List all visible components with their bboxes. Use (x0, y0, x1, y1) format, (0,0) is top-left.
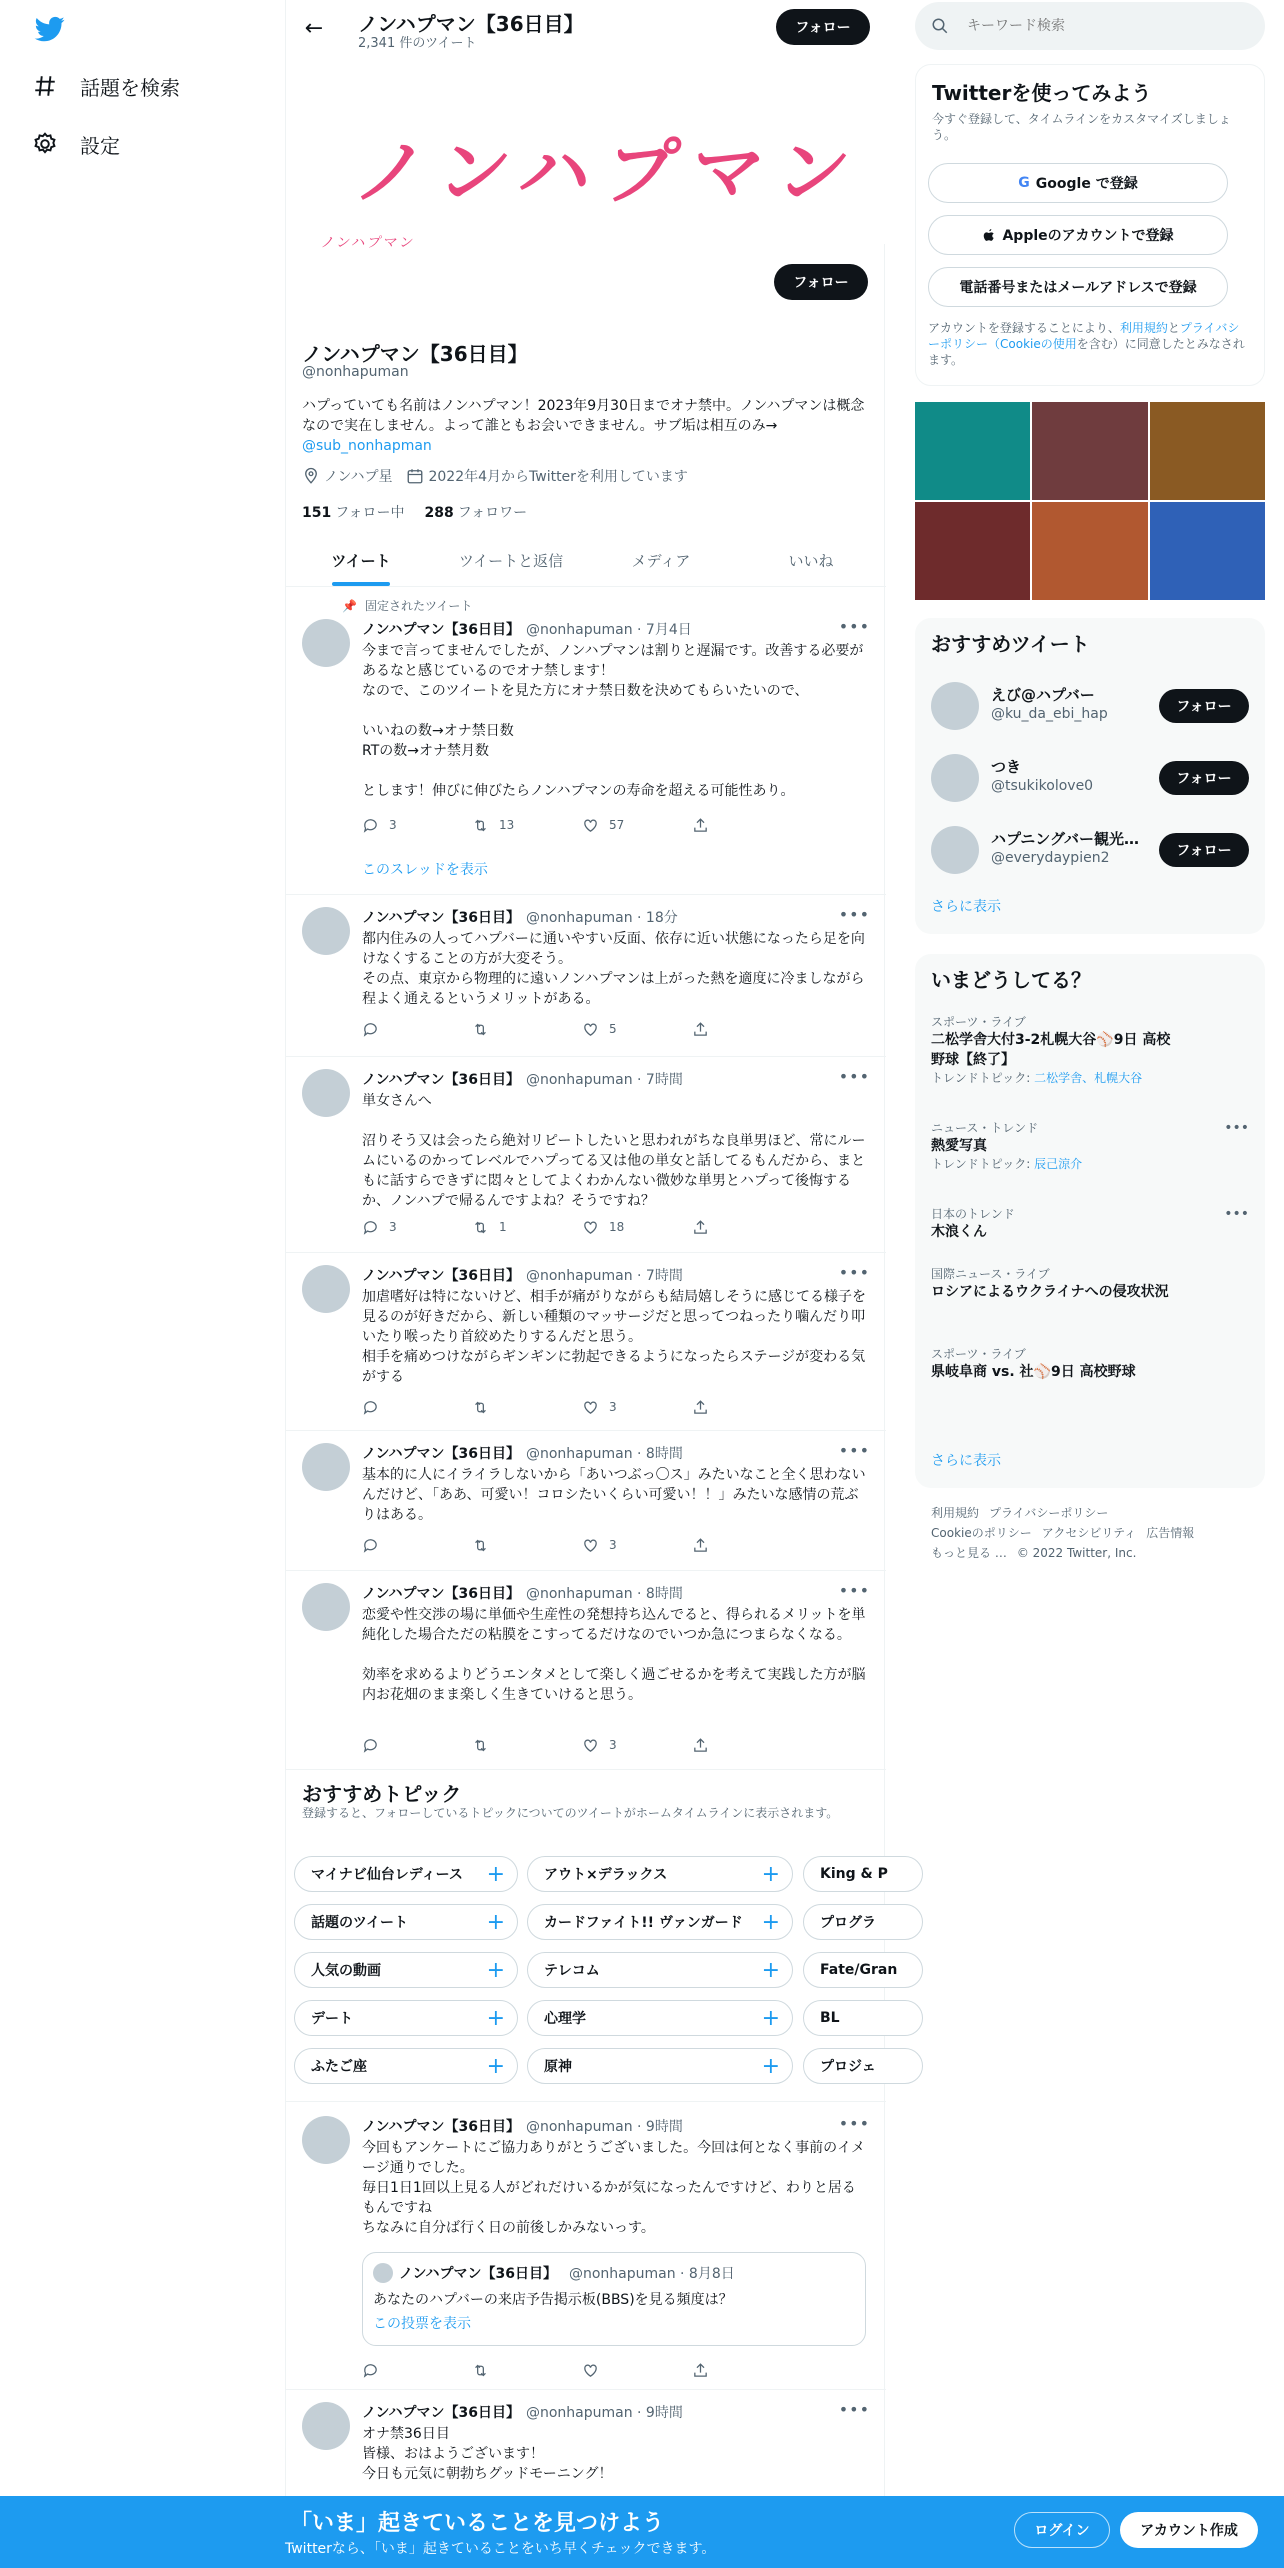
topic-chip-label: 人気の動画 (311, 1963, 381, 1979)
reply-icon (362, 817, 379, 834)
more-icon[interactable]: ••• (838, 1581, 870, 1600)
plus-icon[interactable]: + (761, 1909, 780, 1935)
topic-chip[interactable] (803, 1952, 923, 1988)
main-column (285, 0, 898, 2568)
retweet-icon (472, 1399, 489, 1416)
plus-icon[interactable]: + (486, 1957, 505, 1983)
trend-topics: トレンドトピック: 辰己涼介 (931, 1157, 1083, 1171)
retweet-icon (472, 1537, 489, 1554)
tweet-actions (362, 1217, 802, 1237)
bio-text: ハプっていても名前はノンハプマン！2023年9月30日までオナ禁中。ノンハプマンは概念なので実在しません。よって誰ともお会いできません。サブ垢は相互のみ→ (302, 398, 865, 434)
create-account-button[interactable]: アカウント作成 (1120, 2512, 1258, 2548)
share-button[interactable] (692, 1217, 802, 1237)
media-thumbnail[interactable] (1032, 502, 1147, 600)
trend-category: スポーツ・ライブ (931, 1015, 1026, 1029)
avatar[interactable] (931, 826, 979, 874)
media-thumbnail[interactable] (1150, 502, 1265, 600)
tweet-actions (362, 2360, 802, 2380)
avatar[interactable] (931, 682, 979, 730)
trends-panel (915, 954, 1265, 1488)
more-icon[interactable]: ••• (838, 905, 870, 924)
share-button[interactable] (692, 1735, 802, 1755)
tweet-avatar[interactable] (302, 907, 350, 955)
trend-category: 日本のトレンド (931, 1207, 1015, 1221)
bio-link[interactable]: @sub_nonhapman (302, 438, 432, 454)
reply-icon (362, 1219, 379, 1236)
topic-chip[interactable] (294, 1952, 518, 1988)
pinned-label: 📌 固定されたツイート (342, 598, 473, 613)
tweet-avatar[interactable] (302, 2402, 350, 2450)
tweet-header: ノンハプマン【36日目】 @nonhapuman · 7時間 (362, 1072, 683, 1088)
tab-tweets[interactable]: ツイート (286, 534, 436, 586)
footer-link[interactable]: 利用規約 (931, 1506, 980, 1520)
topic-chip-label: 原神 (544, 2059, 572, 2075)
share-button[interactable] (692, 2360, 802, 2380)
retweet-icon (472, 1021, 489, 1038)
pin-icon: 📌 (342, 598, 357, 613)
topic-chip-label: カードファイト!! ヴァンガード (544, 1915, 743, 1931)
privacy-link[interactable]: プライバシーポリシー（Cookieの使用 (928, 321, 1240, 351)
topic-chip-label: プロジェ (820, 2059, 876, 2075)
reply-icon (362, 1737, 379, 1754)
signup-bottom-bar (0, 2496, 1284, 2568)
reply-button[interactable]: 3 (362, 815, 472, 835)
reply-icon (362, 1399, 379, 1416)
trends-show-more[interactable]: さらに表示 (931, 1453, 1001, 1469)
location-item (302, 466, 392, 486)
header-tweet-count: 2,341 件のツイート (358, 36, 477, 51)
tweet-header: ノンハプマン【36日目】 @nonhapuman · 7月4日 (362, 622, 692, 638)
like-button[interactable]: 3 (582, 1535, 692, 1555)
like-button[interactable]: 3 (582, 1735, 692, 1755)
topic-chip-label: ふたご座 (311, 2059, 367, 2075)
topic-chip-label: デート (311, 2011, 353, 2027)
topic-chip-label: プログラ (820, 1915, 876, 1931)
media-thumbnail[interactable] (915, 502, 1030, 600)
heart-icon (582, 1021, 599, 1038)
profile-name: ノンハプマン【36日目】 (302, 342, 528, 366)
signup-panel (915, 64, 1265, 386)
retweet-button[interactable] (472, 2360, 582, 2380)
nav-settings[interactable] (32, 124, 120, 164)
tab-media[interactable]: メディア (631, 551, 691, 570)
tweet[interactable] (286, 1431, 886, 1571)
joined-text: 2022年4月からTwitterを利用しています (428, 469, 688, 485)
nav-explore-label: 話題を検索 (80, 75, 180, 100)
account-name: えび@ハプバー (991, 686, 1095, 704)
footer-link: © 2022 Twitter, Inc. (1016, 1546, 1137, 1560)
heart-icon (582, 2362, 599, 2379)
media-thumbnail[interactable] (1150, 402, 1265, 500)
bottom-bar-subtitle: Twitterなら、「いま」起きていることをいち早くチェックできます。 (285, 2541, 716, 2557)
more-icon[interactable]: ••• (1224, 1120, 1249, 1136)
footer-link[interactable]: もっと見る … (931, 1546, 1007, 1560)
tweet-actions (362, 1397, 802, 1417)
tweet[interactable] (286, 1253, 886, 1431)
heart-icon (582, 817, 599, 834)
tweet-text: 今まで言ってませんでしたが、ノンハプマンは割りと遅漏です。改善する必要があるなと感じているのでオナ禁します！ なので、このツイートを見た方にオナ禁日数を決めてもらいたいので、 いいねの数→オナ禁日数 RTの数→オナ禁月数 とします！伸びに伸びたらノンハプマンの寿命を超える可能性あり。 (362, 643, 864, 799)
retweet-button[interactable] (472, 1019, 582, 1039)
footer-link[interactable]: 広告情報 (1146, 1526, 1195, 1540)
profile-follow-button[interactable]: フォロー (774, 264, 868, 300)
nav-settings-label: 設定 (80, 133, 120, 158)
signup-subtitle: 今すぐ登録して、タイムラインをカスタマイズしましょう。 (932, 112, 1231, 142)
plus-icon[interactable]: + (486, 2005, 505, 2031)
tweet-actions (362, 815, 802, 835)
like-button[interactable]: 5 (582, 1019, 692, 1039)
tweet-header: ノンハプマン【36日目】 @nonhapuman · 9時間 (362, 2405, 683, 2421)
more-icon[interactable]: ••• (838, 2400, 870, 2419)
plus-icon[interactable]: + (761, 1957, 780, 1983)
apple-icon (982, 227, 996, 243)
tweet-text: 都内住みの人ってハプバーに通いやすい反面、依存に近い状態になったら足を向けなくすることの方が大変そう。 その点、東京から物理的に遠いノンハプマンは上がった熱を適度に冷ましながら程よく通えるというメリットがある。 (362, 931, 865, 1007)
tweet-actions (362, 1019, 802, 1039)
twitter-logo-icon[interactable] (32, 14, 68, 44)
apple-signup-button[interactable]: Appleのアカウントで登録 (928, 215, 1228, 255)
tweet-actions (362, 1735, 802, 1755)
nav-explore[interactable] (32, 66, 180, 106)
heart-icon (582, 1399, 599, 1416)
topic-chip-label: テレコム (544, 1963, 600, 1979)
account-name: ハプニングバー観光… (991, 830, 1140, 848)
tab-likes[interactable]: いいね (788, 551, 834, 570)
tweet-avatar[interactable] (302, 619, 350, 667)
tweet[interactable] (286, 895, 886, 1057)
heart-icon (582, 1737, 599, 1754)
retweet-button[interactable] (472, 1397, 582, 1417)
retweet-button[interactable] (472, 1735, 582, 1755)
account-handle: @everydaypien2 (991, 850, 1110, 866)
more-icon[interactable]: ••• (838, 1441, 870, 1460)
header-follow-button[interactable]: フォロー (776, 9, 870, 45)
like-button[interactable] (582, 2360, 692, 2380)
profile-bio (302, 396, 872, 456)
trend-name: 木浪くん (931, 1224, 987, 1240)
trend-item[interactable] (931, 1346, 1249, 1382)
reply-button[interactable] (362, 2360, 472, 2380)
follow-button[interactable]: フォロー (1159, 833, 1249, 867)
reply-button[interactable] (362, 1535, 472, 1555)
location-pin-icon (302, 467, 320, 485)
trend-name: 熱愛写真 (931, 1138, 987, 1154)
recommended-account[interactable] (915, 742, 1265, 814)
plus-icon[interactable]: + (486, 1861, 505, 1887)
media-grid (915, 402, 1265, 600)
recommended-accounts-panel (915, 618, 1265, 934)
topic-chip[interactable] (803, 2000, 923, 2036)
topic-chip[interactable] (294, 2000, 518, 2036)
gear-icon (32, 131, 58, 157)
tweet-pinned[interactable] (286, 587, 886, 895)
plus-icon[interactable]: + (486, 2053, 505, 2079)
topic-chip[interactable] (803, 2048, 923, 2084)
topic-chip[interactable] (294, 1904, 518, 1940)
tab-tweets-replies[interactable]: ツイートと返信 (458, 551, 564, 570)
like-button[interactable]: 18 (582, 1217, 692, 1237)
retweet-icon (472, 1737, 489, 1754)
login-button[interactable]: ログイン (1014, 2512, 1110, 2548)
location-text: ノンハプ星 (324, 469, 393, 485)
trend-name: 県岐阜商 vs. 社⚾9日 高校野球 (931, 1364, 1136, 1380)
plus-icon[interactable]: + (761, 2005, 780, 2031)
tweet-header: ノンハプマン【36日目】 @nonhapuman · 18分 (362, 910, 678, 926)
reco-show-more[interactable]: さらに表示 (931, 899, 1001, 915)
profile-handle: @nonhapuman (302, 364, 409, 380)
like-button[interactable]: 3 (582, 1397, 692, 1417)
recommended-account[interactable] (915, 670, 1265, 742)
search-input[interactable] (967, 18, 1227, 34)
reply-button[interactable] (362, 1019, 472, 1039)
topic-chip-label: King & P (820, 1866, 888, 1882)
tweet-avatar[interactable] (302, 1443, 350, 1491)
profile-avatar[interactable]: ノンハプマン (319, 235, 417, 251)
share-icon (692, 817, 709, 834)
trends-title: いまどうしてる？ (931, 968, 1091, 992)
more-icon[interactable]: ••• (838, 2114, 870, 2133)
profile-stats (302, 502, 527, 522)
plus-icon[interactable]: + (761, 1861, 780, 1887)
tweet-header: ノンハプマン【36日目】 @nonhapuman · 7時間 (362, 1268, 683, 1284)
share-icon (692, 1021, 709, 1038)
trend-item[interactable] (931, 1266, 1249, 1302)
tweet-avatar[interactable] (302, 2116, 350, 2164)
retweet-icon (472, 1219, 489, 1236)
more-icon[interactable]: ••• (838, 617, 870, 636)
topic-chip[interactable] (527, 1952, 793, 1988)
back-arrow-icon[interactable]: ← (304, 15, 324, 41)
trend-topic-link[interactable]: 辰己涼介 (1034, 1157, 1083, 1171)
footer-link[interactable]: プライバシーポリシー (989, 1506, 1109, 1520)
trend-category: ニュース・トレンド (931, 1121, 1039, 1135)
heart-icon (582, 1219, 599, 1236)
topic-chip[interactable] (527, 1856, 793, 1892)
more-icon[interactable]: ••• (1224, 1206, 1249, 1222)
trend-name: 二松学舎大付3-2札幌大谷⚾9日 高校野球【終了】 (931, 1032, 1171, 1068)
topic-chip-label: Fate/Gran (820, 1962, 898, 1978)
share-icon (692, 1737, 709, 1754)
share-button[interactable] (692, 1019, 802, 1039)
trend-topic-link[interactable]: 二松学舎、札幌大谷 (1034, 1071, 1143, 1085)
account-handle: @tsukikolove0 (991, 778, 1094, 794)
topic-chip-label: 話題のツイート (311, 1915, 409, 1931)
share-button[interactable] (692, 1397, 802, 1417)
share-icon (692, 2362, 709, 2379)
recommended-topics (286, 1770, 898, 2102)
share-icon (692, 1399, 709, 1416)
trend-item[interactable] (931, 1014, 1249, 1086)
reply-button[interactable] (362, 1735, 472, 1755)
follow-button[interactable]: フォロー (1159, 761, 1249, 795)
topic-chip[interactable] (527, 2000, 793, 2036)
tweet[interactable] (286, 2102, 886, 2390)
topic-chip[interactable] (294, 2048, 518, 2084)
retweet-button[interactable]: 13 (472, 815, 582, 835)
tweet-text: 恋愛や性交渉の場に単価や生産性の発想持ち込んでると、得られるメリットを単純化した場合ただの粘膜をこすってるだけなのでいつか急につまらなくなる。 効率を求めるよりどうエンタメとして楽しく過ごせるかを考えて実践した方が脳内お花畑のまま楽しく生きていけると思う。 (362, 1607, 866, 1703)
reply-button[interactable] (362, 1397, 472, 1417)
share-icon (692, 1537, 709, 1554)
avatar[interactable] (931, 754, 979, 802)
google-icon: G (1018, 175, 1030, 191)
footer-links (931, 1503, 1251, 1563)
plus-icon[interactable]: + (486, 1909, 505, 1935)
quoted-avatar (373, 2263, 393, 2283)
recommended-account[interactable] (915, 814, 1265, 886)
topic-chip-label: アウト×デラックス (544, 1867, 668, 1883)
tweet[interactable] (286, 1571, 886, 1770)
profile-meta (302, 466, 688, 486)
trend-item[interactable] (931, 1120, 1249, 1172)
follow-button[interactable]: フォロー (1159, 689, 1249, 723)
signup-note: アカウントを登録することにより、利用規約とプライバシーポリシー（Cookieの使用を含む）に同意したとみなされます。 (928, 321, 1245, 367)
trend-category: 国際ニュース・ライブ (931, 1267, 1050, 1281)
reply-button[interactable]: 3 (362, 1217, 472, 1237)
like-button[interactable]: 57 (582, 815, 692, 835)
footer-link[interactable]: アクセシビリティ (1041, 1526, 1137, 1540)
topic-chip-label: BL (820, 2010, 840, 2026)
tweet-actions (362, 1535, 802, 1555)
retweet-icon (472, 2362, 489, 2379)
search-icon (931, 17, 949, 35)
retweet-icon (472, 817, 489, 834)
banner-text: ノンハプマン (349, 130, 870, 214)
trend-name: ロシアによるウクライナへの侵攻状況 (931, 1284, 1169, 1300)
account-name: つき (991, 758, 1022, 776)
reco-title: おすすめツイート (931, 632, 1090, 656)
share-button[interactable] (692, 815, 802, 835)
calendar-icon (406, 467, 424, 485)
share-icon (692, 1219, 709, 1236)
left-nav (0, 0, 285, 2568)
topic-chip[interactable] (803, 1904, 923, 1940)
tweet-avatar[interactable] (302, 1265, 350, 1313)
reply-icon (362, 2362, 379, 2379)
view-poll-link[interactable]: この投票を表示 (373, 2316, 471, 2332)
topic-chip-label: 心理学 (544, 2011, 586, 2027)
topics-title: おすすめトピック (302, 1782, 462, 1806)
google-signup-button[interactable]: G Google で登録 (928, 163, 1228, 203)
media-thumbnail[interactable] (915, 402, 1030, 500)
footer-link[interactable]: Cookieのポリシー (931, 1526, 1032, 1540)
profile-banner[interactable] (286, 56, 886, 244)
tweet-header: ノンハプマン【36日目】 @nonhapuman · 8時間 (362, 1446, 683, 1462)
quoted-tweet-card[interactable] (362, 2252, 866, 2346)
reply-icon (362, 1021, 379, 1038)
hashtag-icon (32, 73, 58, 99)
plus-icon[interactable]: + (761, 2053, 780, 2079)
terms-link[interactable]: 利用規約 (1119, 321, 1168, 335)
share-button[interactable] (692, 1535, 802, 1555)
trend-item[interactable] (931, 1206, 1249, 1242)
trend-category: スポーツ・ライブ (931, 1347, 1026, 1361)
reply-icon (362, 1537, 379, 1554)
account-handle: @ku_da_ebi_hap (991, 706, 1108, 722)
more-icon[interactable]: ••• (838, 1067, 870, 1086)
topic-chip-label: マイナビ仙台レディース (311, 1867, 463, 1883)
tweet-text: 加虐嗜好は特にないけど、相手が痛がりながらも結局嬉しそうに感じてる様子を見るのが好きだから、新しい種類のマッサージだと思ってつねったり噛んだり叩いたり喉ったり首絞めたりするんだと思う。 相手を痛めつけながらギンギンに勃起できるようになったらステージが変わる気がする (362, 1289, 866, 1385)
tweet-text: 基本的に人にイライラしないから「あいつぶっ〇ス」みたいなこと全く思わないんだけど、「ああ、可愛い！コロシたいくらい可愛い！！」みたいな感情の荒ぶりはある。 (362, 1467, 866, 1523)
search-box[interactable] (915, 2, 1265, 50)
trend-topics: トレンドトピック: 二松学舎、札幌大谷 (931, 1071, 1143, 1085)
tweet-text: 単女さんへ 沼りそう又は会ったら絶対リピートしたいと思われがちな良単男ほど、常にルームにいるのかってレベルでハプってる又は他の単女と話してるもんだから、まともに話すらできずに悶々としてよくわかんない微妙な単男とハプって後悔するか、ノンハプで帰るんですよね？そうですね？ (362, 1093, 866, 1209)
tweet-avatar[interactable] (302, 1583, 350, 1631)
header-title: ノンハプマン【36日目】 (358, 12, 584, 36)
topic-chip[interactable] (803, 1856, 923, 1892)
phone-signup-button[interactable]: 電話番号またはメールアドレスで登録 (928, 267, 1228, 307)
tweet-text: 今回もアンケートにご協力ありがとうございました。今回は何となく事前のイメージ通りでした。 毎日1日1回以上見る人がどれだけいるかが気になったんですけど、わりと居るもんですね ちなみに自分ば行く日の前後しかみないっす。 (362, 2140, 866, 2236)
following-stat[interactable]: 151 フォロー中 (302, 505, 405, 521)
profile-tabs (286, 534, 886, 587)
retweet-button[interactable] (472, 1535, 582, 1555)
tweet-text: オナ禁36日目 皆様、おはようございます！ 今日も元気に朝勃ちグッドモーニング！ (362, 2426, 613, 2482)
tweet-header: ノンハプマン【36日目】 @nonhapuman · 8時間 (362, 1586, 683, 1602)
tweet[interactable] (286, 1057, 886, 1253)
heart-icon (582, 1537, 599, 1554)
retweet-button[interactable]: 1 (472, 1217, 582, 1237)
followers-stat[interactable]: 288 フォロワー (424, 505, 528, 521)
quoted-tweet-header: ノンハプマン【36日目】 @nonhapuman · 8月8日 (373, 2263, 735, 2283)
topics-subtitle: 登録すると、フォローしているトピックについてのツイートがホームタイムラインに表示されます。 (302, 1806, 839, 1820)
quoted-text: あなたのハプバーの来店予告掲示板(BBS)を見る頻度は？ (373, 2292, 733, 2308)
topic-chip[interactable] (527, 1904, 793, 1940)
show-thread-link[interactable]: このスレッドを表示 (362, 862, 488, 878)
media-thumbnail[interactable] (1032, 402, 1147, 500)
signup-title: Twitterを使ってみよう (932, 81, 1152, 105)
tweet-header: ノンハプマン【36日目】 @nonhapuman · 9時間 (362, 2119, 683, 2135)
profile-header-bar (286, 0, 886, 56)
tweet-avatar[interactable] (302, 1069, 350, 1117)
joined-item (406, 466, 687, 486)
topic-chip[interactable] (294, 1856, 518, 1892)
bottom-bar-title: 「いま」起きていることを見つけよう (290, 2511, 665, 2536)
topic-chip[interactable] (527, 2048, 793, 2084)
more-icon[interactable]: ••• (838, 1263, 870, 1282)
